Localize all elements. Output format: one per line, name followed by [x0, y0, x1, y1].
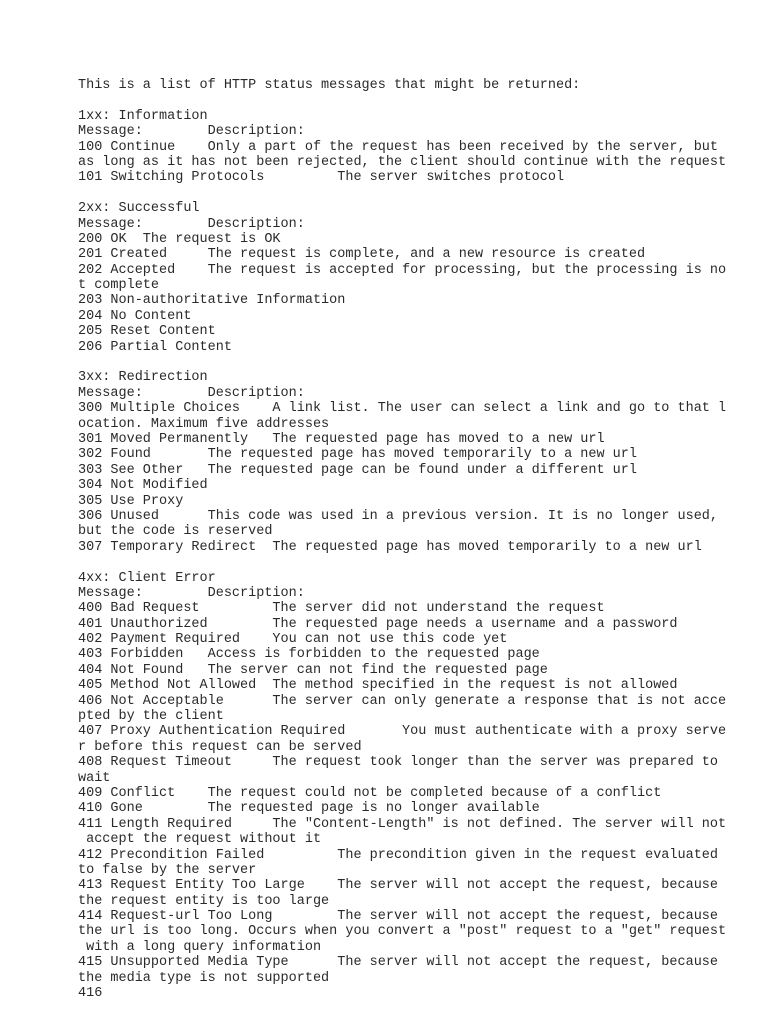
text-line: 204 No Content	[78, 308, 192, 324]
text-line: Message: Description:	[78, 124, 305, 140]
text-line: pted by the client	[78, 709, 224, 725]
blank-line	[78, 355, 698, 370]
text-line: 303 See Other The requested page can be found under a different url	[78, 462, 637, 478]
text-line: with a long query information	[78, 939, 322, 955]
text-line: 300 Multiple Choices A link list. The user can select a link and go to that l	[78, 401, 727, 417]
text-line: 304 Not Modified	[78, 478, 208, 494]
text-line: Message: Description:	[78, 216, 305, 232]
text-line: 306 Unused This code was used in a previous version. It is no longer used,	[78, 508, 719, 524]
text-line: 203 Non-authoritative Information	[78, 293, 346, 309]
text-line: 202 Accepted The request is accepted for processing, but the processing is no	[78, 262, 727, 278]
text-line: but the code is reserved	[78, 524, 273, 540]
text-line: as long as it has not been rejected, the client should continue with the request	[78, 154, 727, 170]
text-line: to false by the server	[78, 862, 257, 878]
blank-line	[78, 555, 698, 570]
text-line: 1xx: Information	[78, 108, 208, 124]
text-line: the request entity is too large	[78, 893, 330, 909]
text-line: This is a list of HTTP status messages that might be returned:	[78, 78, 581, 93]
text-line: 404 Not Found The server can not find the requested page	[78, 662, 548, 678]
text-line: 401 Unauthorized The requested page needs a username and a password	[78, 616, 678, 632]
text-line: 201 Created The request is complete, and a new resource is created	[78, 247, 646, 263]
text-line: 416	[78, 986, 103, 1002]
text-line: 2xx: Successful	[78, 201, 200, 217]
text-line: 405 Method Not Allowed The method specified in the request is not allowed	[78, 678, 678, 694]
text-line: 410 Gone The requested page is no longer available	[78, 801, 540, 817]
text-line: Message: Description:	[78, 385, 305, 401]
text-line: 307 Temporary Redirect The requested page has moved temporarily to a new url	[78, 539, 702, 555]
text-line: t complete	[78, 278, 160, 294]
text-line: 412 Precondition Failed The precondition given in the request evaluated	[78, 847, 719, 863]
text-line: 4xx: Client Error	[78, 570, 216, 586]
text-line: 206 Partial Content	[78, 339, 232, 355]
text-line: 302 Found The requested page has moved temporarily to a new url	[78, 447, 637, 463]
text-line: 3xx: Redirection	[78, 370, 208, 386]
text-line: 409 Conflict The request could not be completed because of a conflict	[78, 785, 662, 801]
document-body	[78, 78, 727, 1002]
text-line: the media type is not supported	[78, 970, 330, 986]
text-line: r before this request can be served	[78, 739, 362, 755]
text-line: the url is too long. Occurs when you convert a "post" request to a "get" request	[78, 924, 727, 940]
text-line: 200 OK The request is OK	[78, 231, 281, 247]
text-line: accept the request without it	[78, 832, 322, 848]
text-line: ocation. Maximum five addresses	[78, 416, 330, 432]
text-line: 415 Unsupported Media Type The server will not accept the request, because	[78, 955, 719, 971]
text-line: 402 Payment Required You can not use this code yet	[78, 632, 508, 648]
blank-line	[78, 93, 698, 108]
text-line: wait	[78, 770, 111, 786]
text-line: 100 Continue Only a part of the request has been received by the server, but	[78, 139, 719, 155]
text-line: 305 Use Proxy	[78, 493, 184, 509]
text-line: 414 Request-url Too Long The server will not accept the request, because	[78, 909, 719, 925]
blank-line	[78, 186, 698, 201]
text-line: 406 Not Acceptable The server can only generate a response that is not acce	[78, 693, 727, 709]
text-line: Message: Description:	[78, 585, 305, 601]
text-line: 408 Request Timeout The request took longer than the server was prepared to	[78, 755, 719, 771]
text-line: 403 Forbidden Access is forbidden to the requested page	[78, 647, 540, 663]
text-line: 400 Bad Request The server did not understand the request	[78, 601, 605, 617]
text-line: 101 Switching Protocols The server switches protocol	[78, 170, 565, 186]
text-line: 205 Reset Content	[78, 324, 216, 340]
text-line: 413 Request Entity Too Large The server will not accept the request, because	[78, 878, 719, 894]
text-line: 411 Length Required The "Content-Length" is not defined. The server will not	[78, 816, 727, 832]
text-line: 301 Moved Permanently The requested page has moved to a new url	[78, 431, 605, 447]
text-line: 407 Proxy Authentication Required You must authenticate with a proxy serve	[78, 724, 727, 740]
